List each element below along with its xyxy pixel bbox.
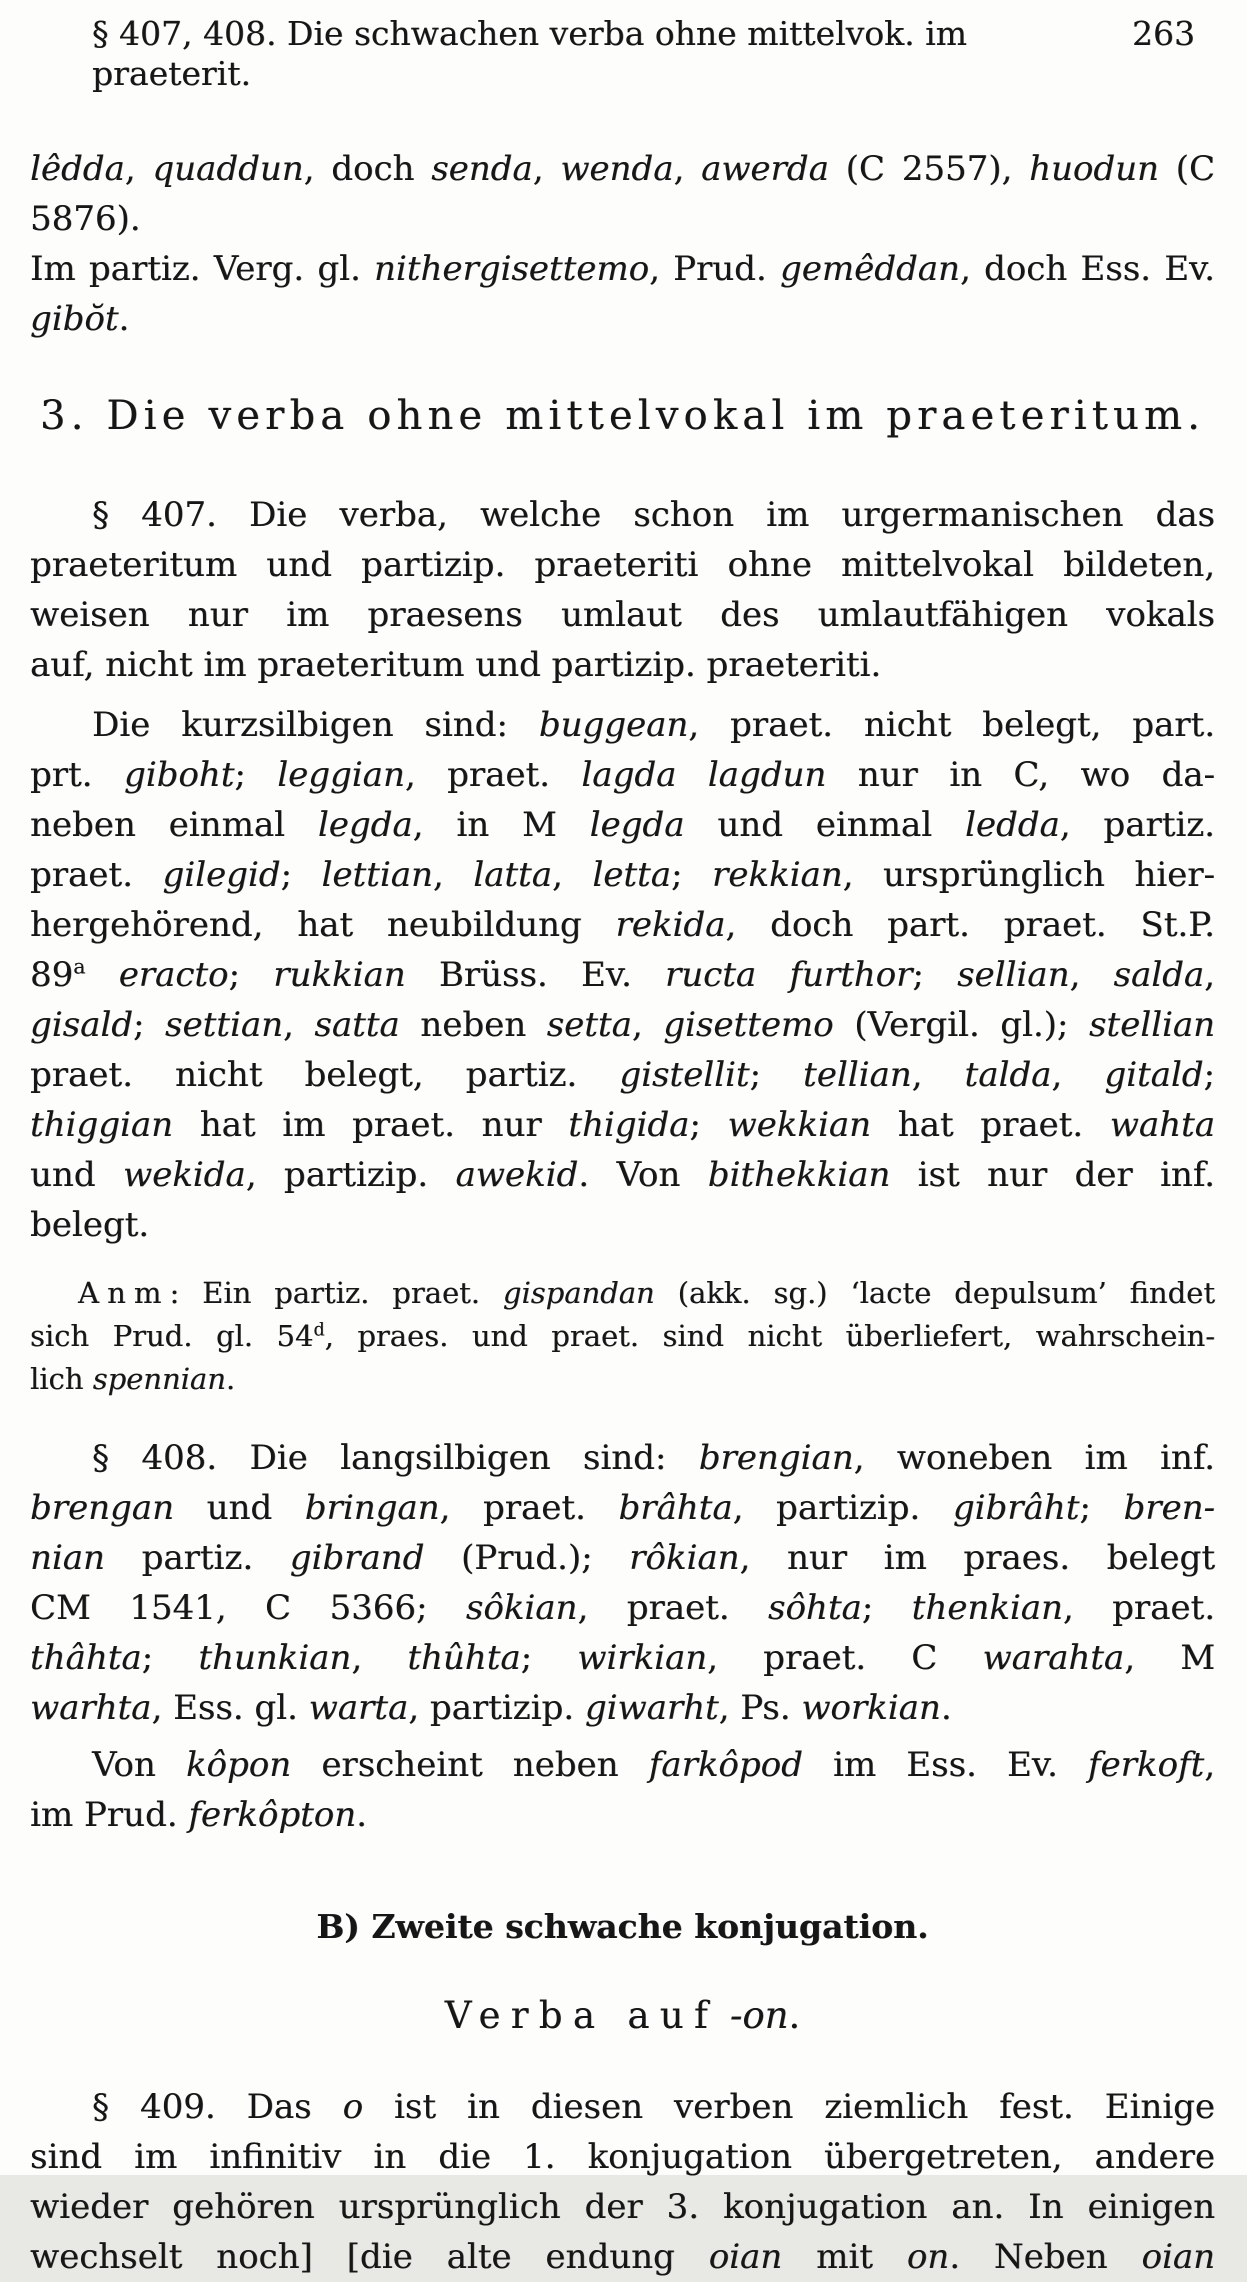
text-segment: rôkian <box>629 1538 740 1578</box>
text-segment: ferkoft <box>1087 1745 1205 1785</box>
text-segment: brâhta <box>618 1488 733 1528</box>
text-line <box>30 1990 1215 2042</box>
text-line <box>30 2182 1215 2232</box>
text-line <box>30 1483 1215 1533</box>
text-segment: latta <box>473 855 552 895</box>
text-segment: und <box>30 1155 123 1195</box>
page-number: 263 <box>1132 14 1195 53</box>
text-segment: Die kurzsilbigen sind: <box>92 705 539 745</box>
text-segment: neben einmal <box>30 805 318 845</box>
text-segment: und <box>173 1488 305 1528</box>
text-segment: rukkian <box>273 955 406 995</box>
text-segment: , praet. <box>1062 1588 1216 1628</box>
text-segment: talda <box>964 1055 1052 1095</box>
text-segment: ; <box>861 1588 912 1628</box>
text-segment: , doch Ess. Ev. <box>959 249 1215 289</box>
text-segment: lich <box>30 1362 93 1396</box>
text-segment: nur in C, wo da- <box>826 755 1215 795</box>
text-segment: , ursprünglich hier- <box>842 855 1216 895</box>
text-line <box>30 1790 1215 1840</box>
text-line <box>30 1150 1215 1200</box>
text-segment: ist nur der inf. <box>890 1155 1215 1195</box>
text-segment: (Prud.); <box>424 1538 630 1578</box>
text-segment: thâhta <box>30 1638 142 1678</box>
text-segment: CM 1541, C 5366; <box>30 1588 466 1628</box>
text-segment: stellian <box>1088 1005 1216 1045</box>
text-line <box>30 900 1215 950</box>
text-segment: Anm <box>78 1276 170 1310</box>
text-segment: oian <box>708 2237 783 2277</box>
text-line <box>30 1272 1215 1315</box>
text-segment: senda <box>431 149 533 189</box>
subheading-b <box>30 1902 1215 1952</box>
text-line <box>30 1583 1215 1633</box>
text-segment: legda <box>589 805 685 845</box>
text-segment: , praes. und praet. sind nicht überliefert, wahrschein- <box>324 1319 1215 1353</box>
text-segment: salda <box>1113 955 1205 995</box>
text-segment: setta <box>546 1005 632 1045</box>
text-line <box>30 1000 1215 1050</box>
text-segment: eracto <box>118 955 229 995</box>
text-segment: wekkian <box>727 1105 872 1145</box>
text-segment: § 408. Die langsilbigen sind: <box>92 1438 699 1478</box>
text-segment: wekida <box>122 1155 246 1195</box>
text-line <box>30 1358 1215 1401</box>
text-line <box>30 2232 1215 2282</box>
text-segment: , praet. <box>577 1588 769 1628</box>
text-segment: § 407. Die verba, welche schon im urgermanischen das <box>92 495 1215 535</box>
text-line <box>30 244 1215 344</box>
text-line <box>30 144 1215 244</box>
text-segment: bithekkian <box>707 1155 891 1195</box>
text-segment: gemêddan <box>780 249 960 289</box>
text-segment: letta <box>592 855 671 895</box>
text-segment: warahta <box>982 1638 1125 1678</box>
text-segment: , <box>631 1005 664 1045</box>
text-segment: tellian <box>803 1055 912 1095</box>
text-segment: , <box>673 149 702 189</box>
text-segment: brengan <box>30 1488 174 1528</box>
text-segment: und einmal <box>684 805 965 845</box>
text-segment: im Ess. Ev. <box>802 1745 1088 1785</box>
text-segment: , praet. <box>439 1488 619 1528</box>
text-segment: im Prud. <box>30 1795 189 1835</box>
text-segment: ructa furthor <box>665 955 913 995</box>
text-segment: , Ps. <box>718 1688 802 1728</box>
text-segment: (Vergil. gl.); <box>833 1005 1089 1045</box>
text-segment: wenda <box>560 149 674 189</box>
text-segment: , <box>532 149 561 189</box>
text-line <box>30 540 1215 590</box>
text-segment: spennian <box>92 1362 226 1396</box>
text-segment: satta <box>314 1005 400 1045</box>
text-segment: farkôpod <box>648 1745 803 1785</box>
text-segment: (akk. sg.) ‘lacte depulsum’ findet <box>654 1276 1215 1310</box>
text-segment: gisettemo <box>663 1005 834 1045</box>
text-segment: bren- <box>1123 1488 1215 1528</box>
running-header-title: § 407, 408. Die schwachen verba ohne mittelvok. im praeterit. <box>92 14 967 93</box>
text-segment: thiggian <box>30 1105 174 1145</box>
text-segment: . <box>356 1795 367 1835</box>
text-line <box>30 800 1215 850</box>
text-segment: ist in diesen verben ziemlich fest. Einige <box>363 2087 1216 2127</box>
text-segment: ; <box>228 955 274 995</box>
text-segment: , praet. nicht belegt, part. <box>688 705 1215 745</box>
para-kurzsilbigen <box>30 700 1215 1250</box>
text-segment: gilegid <box>162 855 281 895</box>
text-segment: , partizip. <box>408 1688 585 1728</box>
text-segment: ; <box>670 855 712 895</box>
text-segment: gibŏt <box>30 299 119 339</box>
text-segment: lêdda <box>30 149 125 189</box>
text-segment: rekkian <box>711 855 843 895</box>
text-segment: , <box>1204 1745 1216 1785</box>
text-segment: awerda <box>701 149 829 189</box>
text-segment: auf, nicht im praeteritum und partizip. praeteriti. <box>30 645 882 685</box>
text-segment: wieder gehören ursprünglich der 3. konjugation an. In einigen <box>30 2187 1215 2227</box>
text-line <box>30 750 1215 800</box>
text-line <box>30 640 1215 690</box>
text-segment: 3. Die verba ohne mittelvokal im praeteritum. <box>39 393 1206 439</box>
text-segment: lettian <box>321 855 433 895</box>
text-line <box>30 1433 1215 1483</box>
text-segment: , partiz. <box>1059 805 1215 845</box>
text-segment: , <box>1051 1055 1105 1095</box>
text-segment: partiz. <box>104 1538 290 1578</box>
text-segment: ; <box>141 1638 199 1678</box>
text-segment: § 409. Das <box>92 2087 343 2127</box>
text-segment: , <box>124 149 153 189</box>
text-segment: , <box>351 1638 408 1678</box>
text-segment: warta <box>308 1688 409 1728</box>
text-segment: belegt. <box>30 1205 150 1245</box>
text-segment: , <box>911 1055 965 1095</box>
text-segment: , <box>1204 955 1215 995</box>
text-segment: on <box>906 2237 950 2277</box>
text-line <box>30 1050 1215 1100</box>
text-segment: . <box>940 1688 952 1728</box>
text-segment: thunkian <box>198 1638 352 1678</box>
text-segment: brengian <box>698 1438 854 1478</box>
text-segment: bringan <box>304 1488 440 1528</box>
text-segment: , <box>1069 955 1114 995</box>
text-segment: weisen nur im praesens umlaut des umlautfähigen vokals <box>30 595 1215 635</box>
text-segment: praet. nicht belegt, partiz. <box>30 1055 620 1095</box>
text-segment: , in M <box>412 805 590 845</box>
text-segment: Brüss. Ev. <box>405 955 666 995</box>
text-segment: , doch part. praet. St.P. <box>725 905 1215 945</box>
text-line <box>30 1683 1215 1733</box>
text-segment: gispandan <box>502 1276 655 1310</box>
text-segment: ; <box>1079 1488 1124 1528</box>
text-segment: d <box>313 1320 325 1341</box>
running-header <box>30 14 1215 94</box>
text-segment: workian <box>801 1688 941 1728</box>
text-segment <box>85 955 118 995</box>
para-continuation <box>30 144 1215 344</box>
text-segment: giwarht <box>584 1688 719 1728</box>
text-line <box>30 490 1215 540</box>
text-segment: . <box>118 299 130 339</box>
text-segment: ; <box>280 855 322 895</box>
page-body <box>30 144 1215 2282</box>
text-segment: sind im infinitiv in die 1. konjugation übergetreten, andere <box>30 2137 1215 2177</box>
text-segment: nian <box>30 1538 105 1578</box>
text-line <box>30 850 1215 900</box>
text-segment: . <box>788 1994 801 2037</box>
text-line <box>30 1902 1215 1952</box>
text-segment: . <box>225 1362 236 1396</box>
text-segment: hat im praet. nur <box>173 1105 569 1145</box>
text-segment: , partizip. <box>732 1488 953 1528</box>
text-segment: legda <box>317 805 413 845</box>
text-line <box>30 1315 1215 1358</box>
section-heading-3 <box>30 390 1215 442</box>
text-segment: quaddun <box>152 149 304 189</box>
text-segment: hat praet. <box>871 1105 1110 1145</box>
text-segment: wirkian <box>577 1638 708 1678</box>
text-segment: buggean <box>538 705 689 745</box>
text-line <box>30 1100 1215 1150</box>
text-segment: ; <box>520 1638 578 1678</box>
text-segment: neben <box>399 1005 547 1045</box>
text-segment: sellian <box>957 955 1070 995</box>
text-segment: giboht <box>123 755 235 795</box>
text-segment: leggian <box>277 755 405 795</box>
text-segment: -on <box>729 1994 789 2037</box>
text-segment: ferkôpton <box>188 1795 357 1835</box>
text-segment: Verba auf <box>444 1994 719 2037</box>
text-segment: gibrâht <box>952 1488 1080 1528</box>
text-segment: ; <box>234 755 278 795</box>
text-segment: , praet. C <box>707 1638 983 1678</box>
text-segment: rekida <box>615 905 726 945</box>
text-segment: settian <box>165 1005 283 1045</box>
text-segment: gistellit <box>619 1055 750 1095</box>
text-segment: , Ess. gl. <box>151 1688 309 1728</box>
text-segment: ; <box>912 955 958 995</box>
text-segment: o <box>342 2087 364 2127</box>
text-segment: hergehörend, hat neubildung <box>30 905 616 945</box>
text-segment: wahta <box>1109 1105 1215 1145</box>
text-segment <box>718 1994 730 2037</box>
text-segment: sôkian <box>465 1588 578 1628</box>
text-segment: , M <box>1124 1638 1216 1678</box>
text-segment: thûhta <box>407 1638 521 1678</box>
text-segment: a <box>73 954 86 979</box>
text-line <box>30 590 1215 640</box>
text-line <box>30 390 1215 442</box>
text-segment: mit <box>782 2237 907 2277</box>
text-segment: ledda <box>964 805 1060 845</box>
text-segment: thenkian <box>911 1588 1063 1628</box>
text-segment: ; <box>133 1005 166 1045</box>
text-segment: . Neben <box>949 2237 1142 2277</box>
para-409 <box>30 2082 1215 2282</box>
text-line <box>30 950 1215 1000</box>
text-segment: thigida <box>568 1105 690 1145</box>
text-segment: . Von <box>578 1155 708 1195</box>
para-407 <box>30 490 1215 690</box>
text-segment: gibrand <box>289 1538 425 1578</box>
text-segment: , nur im praes. belegt <box>739 1538 1215 1578</box>
text-segment: , <box>552 855 593 895</box>
text-segment: 89 <box>30 955 74 995</box>
text-line <box>30 2082 1215 2132</box>
text-segment: kôpon <box>185 1745 292 1785</box>
text-segment: prt. <box>30 755 124 795</box>
para-408 <box>30 1433 1215 1733</box>
text-line <box>30 2132 1215 2182</box>
text-segment: , woneben im inf. <box>853 1438 1215 1478</box>
text-segment: (C 5876). <box>30 149 1215 239</box>
text-segment: gitald <box>1104 1055 1204 1095</box>
text-segment: warhta <box>30 1688 152 1728</box>
text-segment: Im partiz. Verg. gl. <box>30 249 375 289</box>
text-segment: Von <box>92 1745 186 1785</box>
text-segment: oian <box>1141 2237 1215 2277</box>
footnote-anm <box>30 1272 1215 1401</box>
text-segment: , Prud. <box>649 249 780 289</box>
text-segment: , doch <box>303 149 432 189</box>
text-line <box>30 700 1215 750</box>
para-kopon <box>30 1740 1215 1840</box>
text-segment: gisald <box>30 1005 133 1045</box>
text-segment: ; <box>1203 1055 1215 1095</box>
text-segment: praet. <box>30 855 163 895</box>
text-segment: erscheint neben <box>291 1745 649 1785</box>
text-segment: B) Zweite schwache konjugation. <box>316 1907 929 1946</box>
text-line <box>30 1200 1215 1250</box>
text-segment: awekid <box>455 1155 579 1195</box>
text-segment: , <box>432 855 474 895</box>
text-segment: ; <box>749 1055 804 1095</box>
text-segment: (C 2557), <box>828 149 1030 189</box>
text-segment: , <box>282 1005 315 1045</box>
text-segment: , praet. <box>404 755 582 795</box>
text-segment: wechselt noch] [die alte endung <box>30 2237 709 2277</box>
text-line <box>30 1633 1215 1683</box>
text-segment: praeteritum und partizip. praeteriti ohne mittelvokal bildeten, <box>30 545 1215 585</box>
text-line <box>30 1533 1215 1583</box>
text-segment: : Ein partiz. praet. <box>169 1276 503 1310</box>
subheading-verba <box>30 1990 1215 2042</box>
text-line <box>30 1740 1215 1790</box>
text-segment: lagda lagdun <box>581 755 827 795</box>
text-segment: huodun <box>1029 149 1159 189</box>
text-segment: ; <box>689 1105 728 1145</box>
text-segment: nithergisettemo <box>374 249 650 289</box>
text-segment: sôhta <box>768 1588 862 1628</box>
text-segment: , partizip. <box>245 1155 456 1195</box>
text-segment: sich Prud. gl. 54 <box>30 1319 314 1353</box>
